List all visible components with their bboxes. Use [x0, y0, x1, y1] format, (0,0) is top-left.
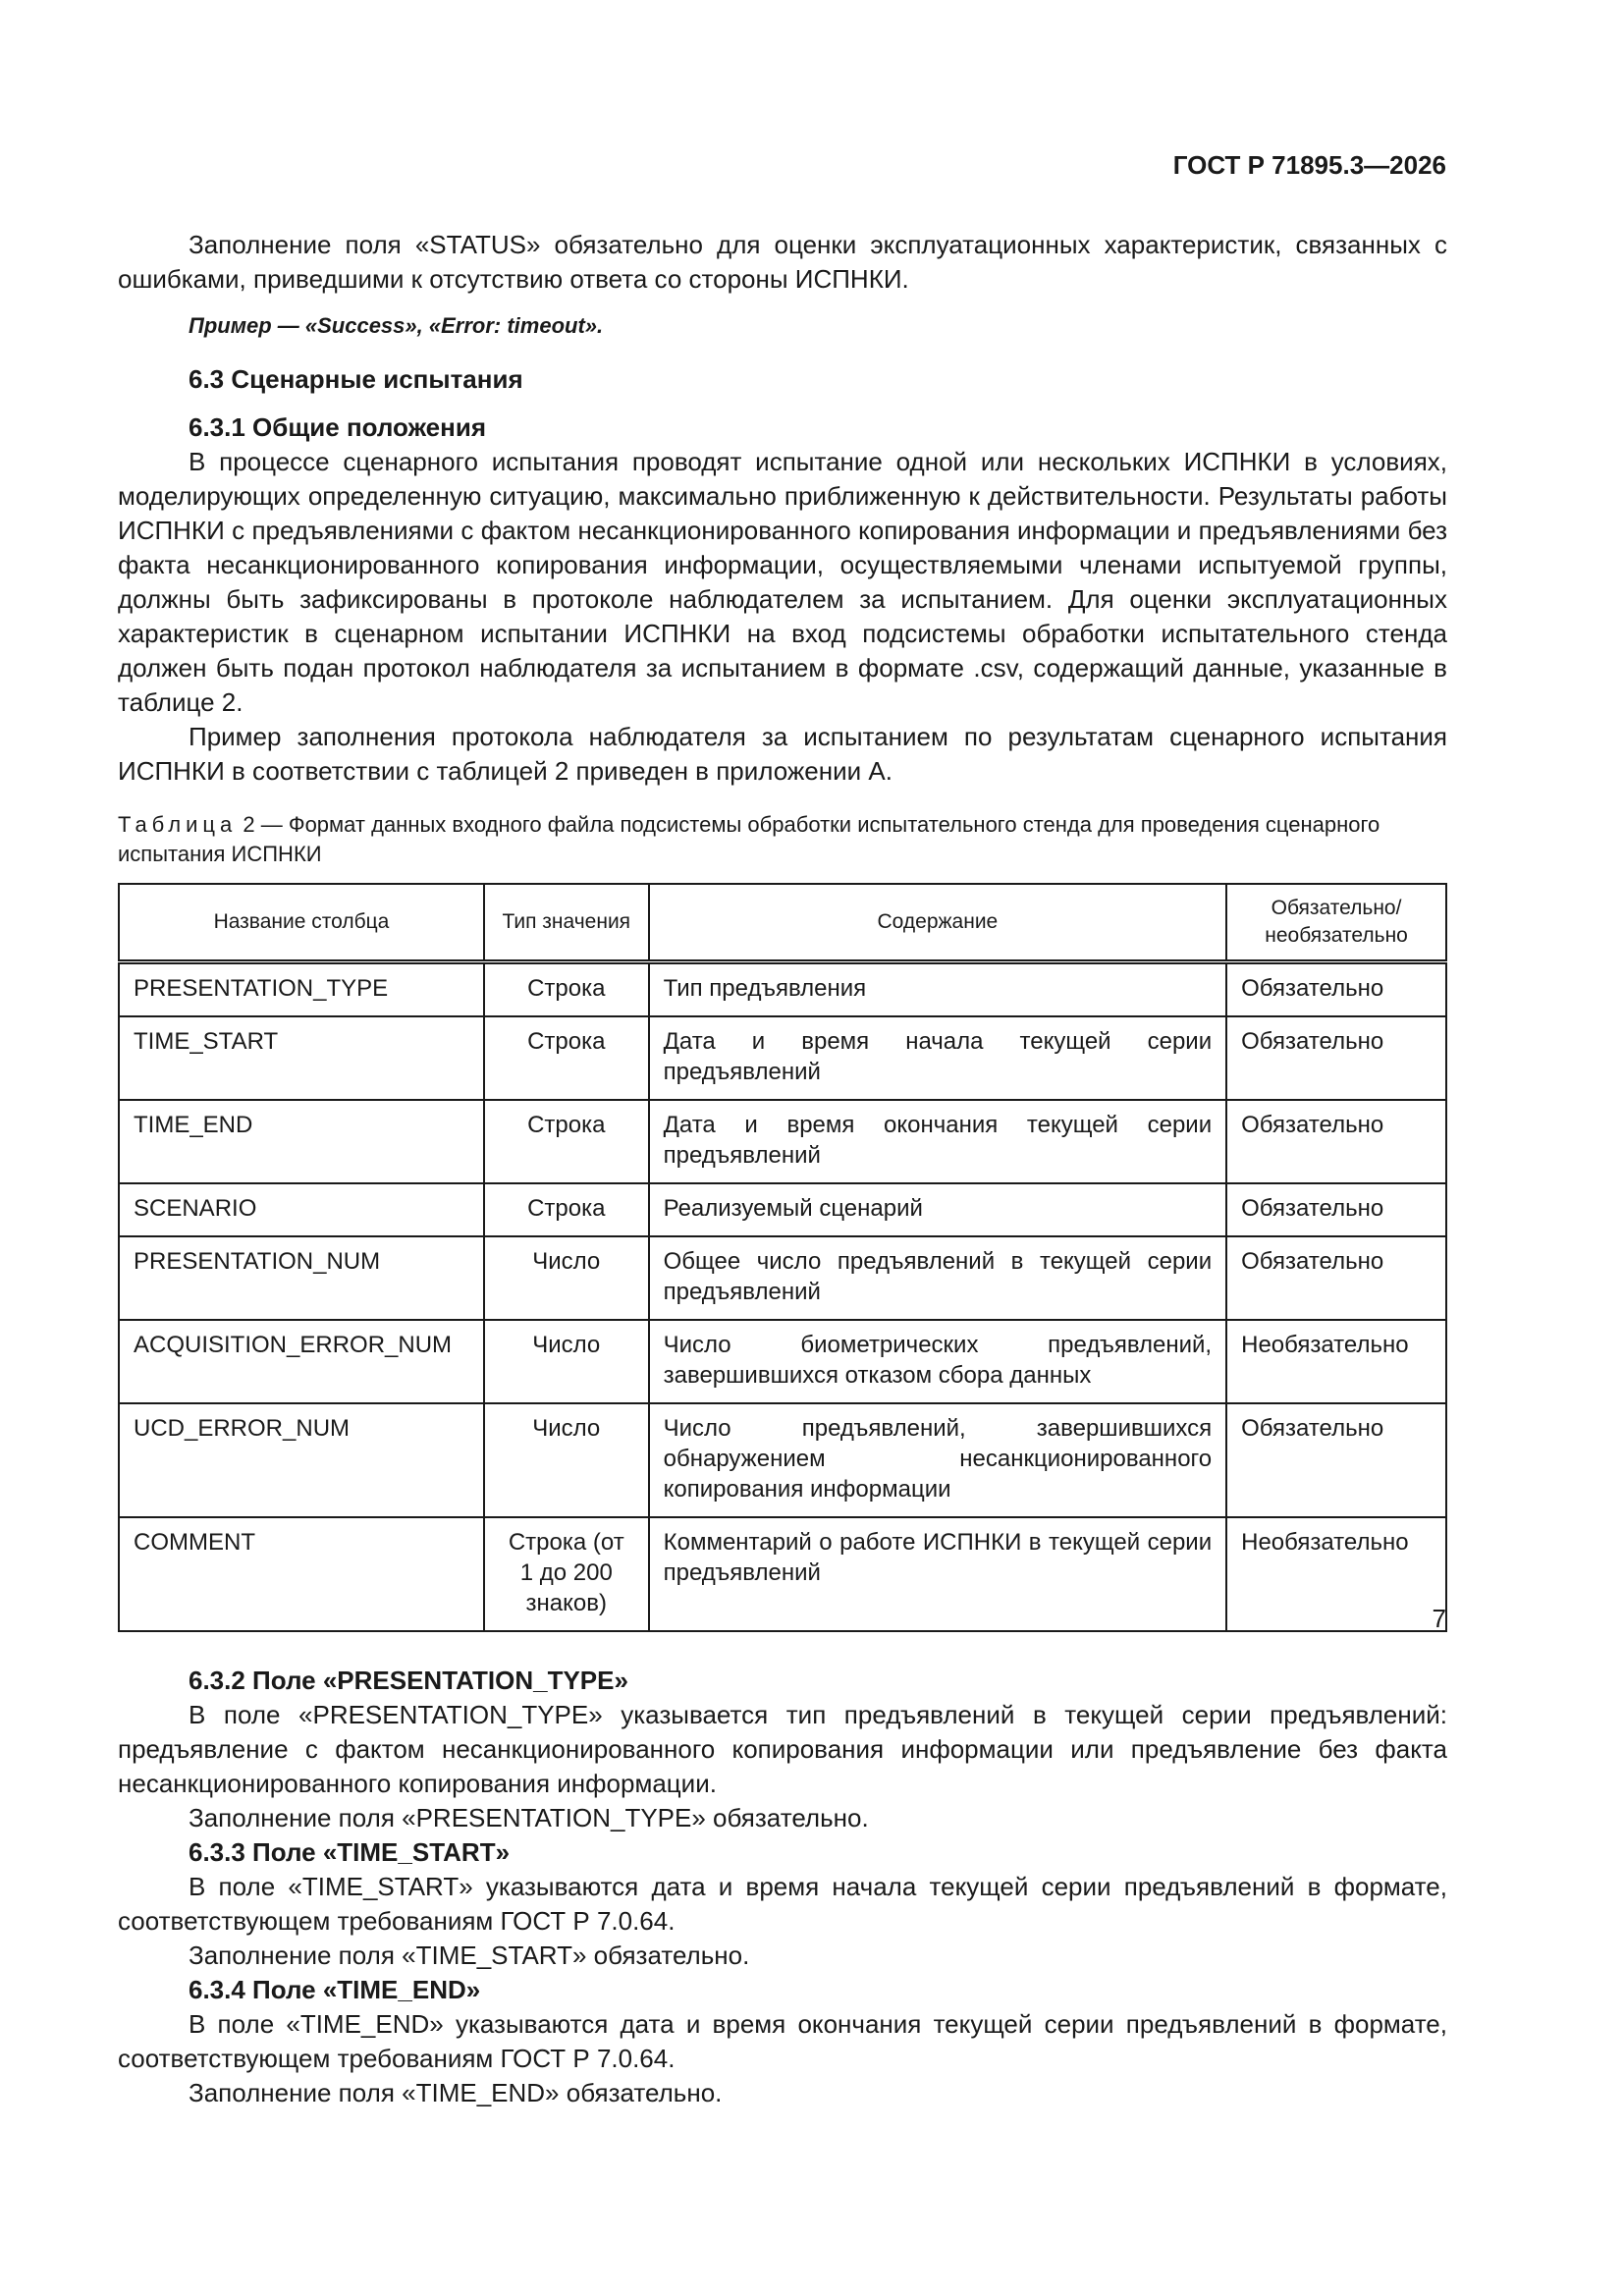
cell-column-name: UCD_ERROR_NUM — [119, 1403, 484, 1517]
table-row — [119, 1016, 1446, 1100]
section-heading-6-3: 6.3 Сценарные испытания — [189, 364, 523, 394]
cell-value-type: Число — [484, 1236, 649, 1320]
page-number: 7 — [1432, 1604, 1446, 1633]
cell-column-name: PRESENTATION_NUM — [119, 1236, 484, 1320]
table-row — [119, 1517, 1446, 1631]
time-end-paragraph-2: Заполнение поля «TIME_END» обязательно. — [189, 2078, 723, 2107]
cell-required: Обязательно — [1226, 1183, 1446, 1236]
presentation-type-paragraph-2: Заполнение поля «PRESENTATION_TYPE» обязательно. — [189, 1803, 869, 1832]
cell-column-name: PRESENTATION_TYPE — [119, 962, 484, 1017]
header-content: Содержание — [649, 884, 1226, 962]
cell-required: Обязательно — [1226, 1016, 1446, 1100]
cell-column-name: COMMENT — [119, 1517, 484, 1631]
section-heading-6-3-2: 6.3.2 Поле «PRESENTATION_TYPE» — [189, 1666, 628, 1695]
table-row — [119, 1236, 1446, 1320]
table-row — [119, 1403, 1446, 1517]
table-caption — [118, 810, 1447, 869]
status-paragraph: Заполнение поля «STATUS» обязательно для оценки эксплуатационных характеристик, связанных с ошибками, приведшими к отсутствию ответа со стороны ИСПНКИ. — [118, 230, 1447, 294]
document-id: ГОСТ Р 71895.3—2026 — [1172, 150, 1446, 180]
cell-content: Число биометрических предъявлений, завершившихся отказом сбора данных — [649, 1320, 1226, 1403]
header-column-name: Название столбца — [119, 884, 484, 962]
general-paragraph-1: В процессе сценарного испытания проводят испытание одной или нескольких ИСПНКИ в условиях, моделирующих определенную ситуацию, максимально приближенную к действительности. Результаты работы ИСПНКИ с предъявлениями с фактом несанкционированного копирования информации и предъявлениями без факта несанкционированного копирования информации, осуществляемыми членами испытуемой группы, должны быть зафиксированы в протоколе наблюдателем за испытанием. Для оценки эксплуатационных характеристик в сценарном испытании ИСПНКИ на вход подсистемы обработки испытательного стенда должен быть подан протокол наблюдателя за испытанием в формате .csv, содержащий данные, указанные в таблице 2. — [118, 447, 1447, 717]
cell-value-type: Строка (от 1 до 200 знаков) — [484, 1517, 649, 1631]
presentation-type-paragraph-1: В поле «PRESENTATION_TYPE» указывается тип предъявлений в текущей серии предъявлений: предъявление с фактом несанкционированного копирования информации или предъявление без факта несанкционированного копирования информации. — [118, 1700, 1447, 1798]
page-content — [118, 228, 1447, 2110]
section-heading-6-3-3: 6.3.3 Поле «TIME_START» — [189, 1837, 511, 1867]
cell-content: Число предъявлений, завершившихся обнаружением несанкционированного копирования информации — [649, 1403, 1226, 1517]
cell-required: Необязательно — [1226, 1320, 1446, 1403]
cell-required: Обязательно — [1226, 962, 1446, 1017]
cell-required: Обязательно — [1226, 1236, 1446, 1320]
table-row — [119, 962, 1446, 1017]
table-header-row — [119, 884, 1446, 962]
general-paragraph-2: Пример заполнения протокола наблюдателя за испытанием по результатам сценарного испытания ИСПНКИ в соответствии с таблицей 2 приведен в приложении А. — [118, 722, 1447, 786]
cell-content: Дата и время окончания текущей серии предъявлений — [649, 1100, 1226, 1183]
cell-column-name: SCENARIO — [119, 1183, 484, 1236]
cell-value-type: Строка — [484, 1183, 649, 1236]
table-caption-text: 2 — Формат данных входного файла подсистемы обработки испытательного стенда для проведения сценарного испытания ИСПНКИ — [118, 812, 1380, 866]
table-caption-label: Таблица — [118, 812, 238, 837]
cell-content: Дата и время начала текущей серии предъявлений — [649, 1016, 1226, 1100]
section-heading-6-3-4: 6.3.4 Поле «TIME_END» — [189, 1975, 481, 2004]
header-value-type: Тип значения — [484, 884, 649, 962]
cell-value-type: Строка — [484, 1100, 649, 1183]
cell-content: Тип предъявления — [649, 962, 1226, 1017]
cell-value-type: Число — [484, 1320, 649, 1403]
cell-column-name: ACQUISITION_ERROR_NUM — [119, 1320, 484, 1403]
cell-required: Обязательно — [1226, 1100, 1446, 1183]
example-note: Пример — «Success», «Error: timeout». — [189, 313, 604, 338]
cell-value-type: Строка — [484, 1016, 649, 1100]
data-format-table — [118, 883, 1447, 1632]
header-required: Обязательно/ необязательно — [1226, 884, 1446, 962]
cell-required: Обязательно — [1226, 1403, 1446, 1517]
table-row — [119, 1320, 1446, 1403]
table-row — [119, 1100, 1446, 1183]
cell-content: Общее число предъявлений в текущей серии предъявлений — [649, 1236, 1226, 1320]
cell-column-name: TIME_START — [119, 1016, 484, 1100]
time-start-paragraph-2: Заполнение поля «TIME_START» обязательно. — [189, 1941, 750, 1970]
cell-column-name: TIME_END — [119, 1100, 484, 1183]
section-heading-6-3-1: 6.3.1 Общие положения — [189, 412, 486, 442]
time-end-paragraph-1: В поле «TIME_END» указываются дата и время окончания текущей серии предъявлений в формате, соответствующем требованиям ГОСТ Р 7.0.64. — [118, 2009, 1447, 2073]
cell-content: Комментарий о работе ИСПНКИ в текущей серии предъявлений — [649, 1517, 1226, 1631]
time-start-paragraph-1: В поле «TIME_START» указываются дата и время начала текущей серии предъявлений в формате, соответствующем требованиям ГОСТ Р 7.0.64. — [118, 1872, 1447, 1936]
cell-value-type: Число — [484, 1403, 649, 1517]
cell-required: Необязательно — [1226, 1517, 1446, 1631]
cell-content: Реализуемый сценарий — [649, 1183, 1226, 1236]
table-row — [119, 1183, 1446, 1236]
cell-value-type: Строка — [484, 962, 649, 1017]
